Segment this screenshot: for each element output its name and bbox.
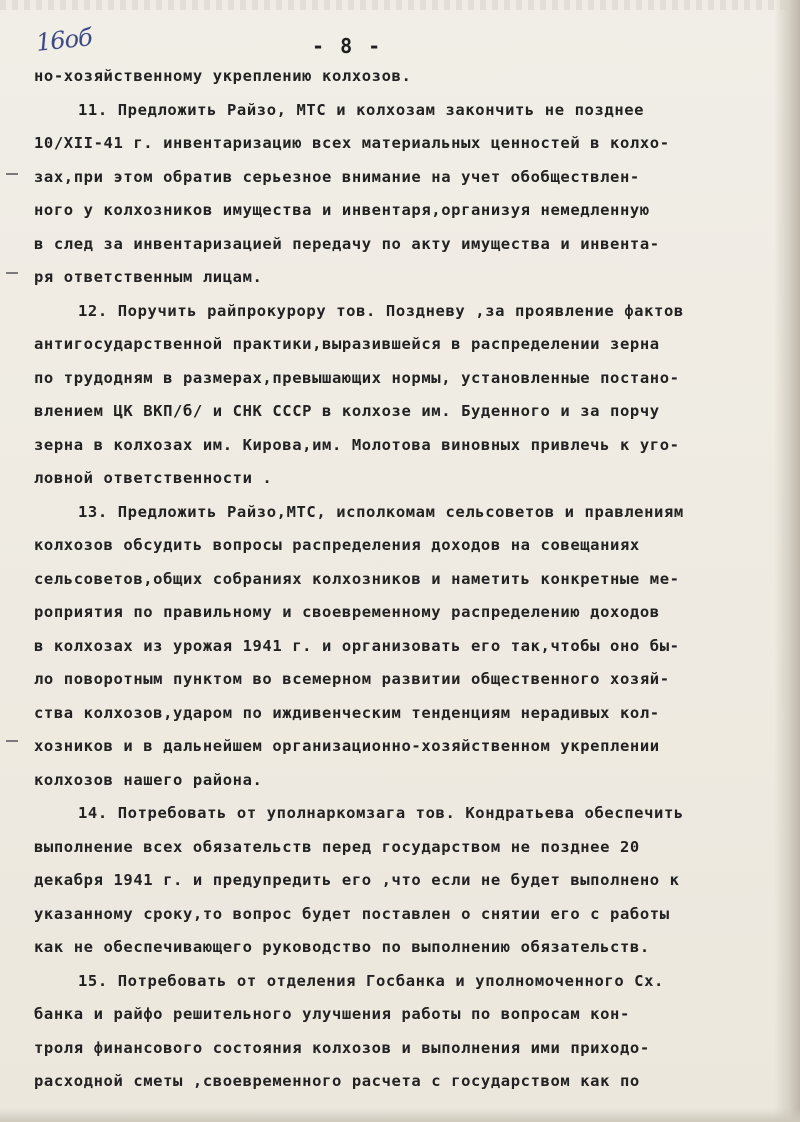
text-line: зах,при этом обратив серьезное внимание на учет обобществлен- xyxy=(34,167,640,186)
margin-tick xyxy=(6,740,18,742)
text-line: ря ответственным лицам. xyxy=(34,268,263,286)
handwritten-folio-mark: 16об xyxy=(34,23,93,57)
text-line: в след за инвентаризацией передачу по акту имущества и инвента- xyxy=(34,234,660,253)
text-line: ства колхозов,ударом по иждивенческим тенденциям нерадивых кол- xyxy=(34,703,660,722)
page-number: - 8 - xyxy=(312,34,383,58)
text-line: троля финансового состояния колхозов и выполнения ими приходо- xyxy=(34,1038,650,1057)
margin-tick xyxy=(6,173,18,175)
text-line: зерна в колхозах им. Кирова,им. Молотова виновных привлечь к уго- xyxy=(34,435,680,454)
text-line: по трудодням в размерах,превышающих нормы, установленные постано- xyxy=(34,368,680,387)
document-body xyxy=(34,60,764,1099)
text-line: колхозов обсудить вопросы распределения доходов на совещаниях xyxy=(34,536,640,554)
text-line: но-хозяйственному укреплению колхозов. xyxy=(34,67,412,85)
text-line: хозников и в дальнейшем организационно-хозяйственном укреплении xyxy=(34,737,660,755)
scan-right-edge xyxy=(774,0,800,1122)
text-line: выполнение всех обязательств перед государством не позднее 20 xyxy=(34,837,640,856)
text-line: колхозов нашего района. xyxy=(34,770,263,789)
text-line: 12. Поручить райпрокурору тов. Поздневу ,за проявление фактов xyxy=(78,301,684,320)
text-line: 14. Потребовать от уполнаркомзага тов. Кондратьева обеспечить xyxy=(78,804,684,822)
text-line: 10/XII-41 г. инвентаризацию всех материальных ценностей в колхо- xyxy=(34,134,670,152)
text-line: ло поворотным пунктом во всемерном развитии общественного хозяй- xyxy=(34,670,670,688)
text-line: указанному сроку,то вопрос будет поставлен о снятии его с работы xyxy=(34,904,670,923)
text-line: в колхозах из урожая 1941 г. и организовать его так,чтобы оно бы- xyxy=(34,636,680,655)
text-line: декабря 1941 г. и предупредить его ,что если не будет выполнено к xyxy=(34,871,680,889)
scan-bottom-edge xyxy=(0,1108,800,1122)
text-line: расходной сметы ,своевременного расчета с государством как по xyxy=(34,1072,640,1090)
text-line: антигосударственной практики,выразившейся в распределении зерна xyxy=(34,335,660,353)
text-line: ловной ответственности . xyxy=(34,469,273,487)
text-line: 13. Предложить Райзо,МТС, исполкомам сельсоветов и правлениям xyxy=(78,502,684,521)
text-line: сельсоветов,общих собраниях колхозников и наметить конкретные ме- xyxy=(34,569,680,588)
text-line: как не обеспечивающего руководство по выполнению обязательств. xyxy=(34,938,650,956)
text-line: 15. Потребовать от отделения Госбанка и уполномоченного Сх. xyxy=(78,971,664,990)
text-line: банка и райфо решительного улучшения работы по вопросам кон- xyxy=(34,1005,630,1023)
text-line: ного у колхозников имущества и инвентаря,организуя немедленную xyxy=(34,201,650,219)
margin-tick xyxy=(6,272,18,274)
text-line: роприятия по правильному и своевременному распределению доходов xyxy=(34,603,660,621)
scan-top-edge xyxy=(0,0,800,10)
text-line: влением ЦК ВКП/б/ и СНК СССР в колхозе им. Буденного и за порчу xyxy=(34,402,660,420)
text-line: 11. Предложить Райзо, МТС и колхозам закончить не позднее xyxy=(78,100,645,119)
